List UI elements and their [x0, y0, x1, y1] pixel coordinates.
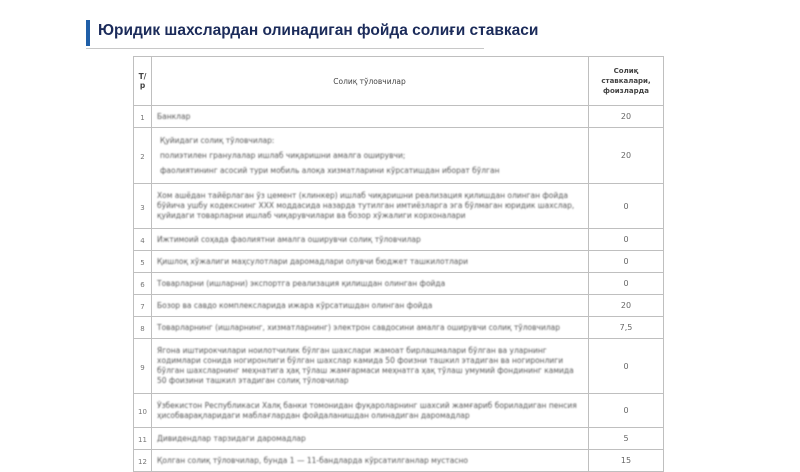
- row-payer: Бозор ва савдо комплексларида ижара кўрсатишдан олинган фойда: [152, 295, 589, 317]
- row-payer: Қишлоқ хўжалиги маҳсулотлари даромадлари олувчи бюджет ташкилотлари: [152, 251, 589, 273]
- header-number: Т/ р: [134, 57, 152, 106]
- table-row: [134, 339, 664, 394]
- page-title: Юридик шахслардан олинадиган фойда солиғи ставкаси: [98, 22, 539, 39]
- row-payer: Дивидендлар тарзидаги даромадлар: [152, 428, 589, 450]
- row-payer: Қолган солиқ тўловчилар, бунда 1 — 11-бандларда кўрсатилганлар мустасно: [152, 450, 589, 472]
- row-number: 3: [134, 184, 152, 229]
- row-number: 2: [134, 128, 152, 184]
- title-underline: [86, 48, 484, 49]
- table-row: [134, 106, 664, 128]
- table-row: [134, 428, 664, 450]
- row-payer: Банклар: [152, 106, 589, 128]
- row-number: 12: [134, 450, 152, 472]
- tax-rate-table: [133, 56, 664, 472]
- table-row: [134, 229, 664, 251]
- header-payers: Солиқ тўловчилар: [152, 57, 589, 106]
- row-rate: 0: [589, 339, 664, 394]
- row-number: 7: [134, 295, 152, 317]
- row-rate: 7,5: [589, 317, 664, 339]
- row-payer: Ижтимоий соҳада фаолиятни амалга оширувчи солиқ тўловчилар: [152, 229, 589, 251]
- row-rate: 0: [589, 251, 664, 273]
- row-payer: Товарларнинг (ишларнинг, хизматларнинг) электрон савдосини амалга оширувчи солиқ тўловчилар: [152, 317, 589, 339]
- row-rate: 20: [589, 106, 664, 128]
- table-row: [134, 273, 664, 295]
- row-rate: 0: [589, 394, 664, 428]
- row-number: 11: [134, 428, 152, 450]
- row-number: 4: [134, 229, 152, 251]
- title-block: [86, 20, 539, 46]
- row-payer-line: Қуйидаги солиқ тўловчилар:: [160, 135, 275, 145]
- row-rate: 0: [589, 229, 664, 251]
- header-rate: Солиқ ставкалари, фоизларда: [589, 57, 664, 106]
- row-number: 5: [134, 251, 152, 273]
- row-payer-line: полиэтилен гранулалар ишлаб чиқаришни амалга оширувчи;: [160, 150, 406, 160]
- row-number: 6: [134, 273, 152, 295]
- table-row: [134, 317, 664, 339]
- table-row: [134, 184, 664, 229]
- row-payer: Ўзбекистон Республикаси Халқ банки томонидан фуқароларнинг шахсий жамғариб бориладиган пенсия ҳисобварақларидаги маблағлардан фойдаланишдан олинадиган даромадлар: [152, 394, 589, 428]
- row-payer: Ягона иштирокчилари ноилотчилик бўлган шахслари жамоат бирлашмалари бўлган ва уларнинг ходимлари сонида ногиронлиги бўлган шахслар камида 50 фоизни ташкил этадиган ва ногиронлиги бўлган шахсларнинг меҳнатига ҳақ тўлаш жамғармаси меҳнатга ҳақ тўлаш умумий фондининг камида 50 фоизини ташкил этадиган солиқ тўловчилар: [152, 339, 589, 394]
- row-number: 10: [134, 394, 152, 428]
- row-payer: Товарларни (ишларни) экспортга реализация қилишдан олинган фойда: [152, 273, 589, 295]
- row-payer-line: фаолиятининг асосий тури мобиль алоқа хизматларини кўрсатишдан иборат бўлган: [160, 165, 500, 175]
- row-number: 9: [134, 339, 152, 394]
- title-accent-bar: [86, 20, 90, 46]
- row-rate: 0: [589, 273, 664, 295]
- table-row: [134, 251, 664, 273]
- row-payer: Хом ашёдан тайёрлаган ўз цемент (клинкер) ишлаб чиқаришни реализация қилишдан олинган фойда бўйича ушбу кодекснинг XXX моддасида назарда тутилган имтиёзларга эга бўлмаган юридик шахслар, қуйидаги товарларни ишлаб чиқарувчилари ва бозор хўжалиги корхоналари: [152, 184, 589, 229]
- row-rate: 15: [589, 450, 664, 472]
- row-rate: 5: [589, 428, 664, 450]
- table-row: [134, 128, 664, 184]
- row-rate: 20: [589, 128, 664, 184]
- row-rate: 0: [589, 184, 664, 229]
- row-payer: [152, 128, 589, 184]
- table-row: [134, 450, 664, 472]
- row-number: 1: [134, 106, 152, 128]
- table-row: [134, 295, 664, 317]
- table-row: [134, 394, 664, 428]
- row-number: 8: [134, 317, 152, 339]
- row-rate: 20: [589, 295, 664, 317]
- table-header-row: [134, 57, 664, 106]
